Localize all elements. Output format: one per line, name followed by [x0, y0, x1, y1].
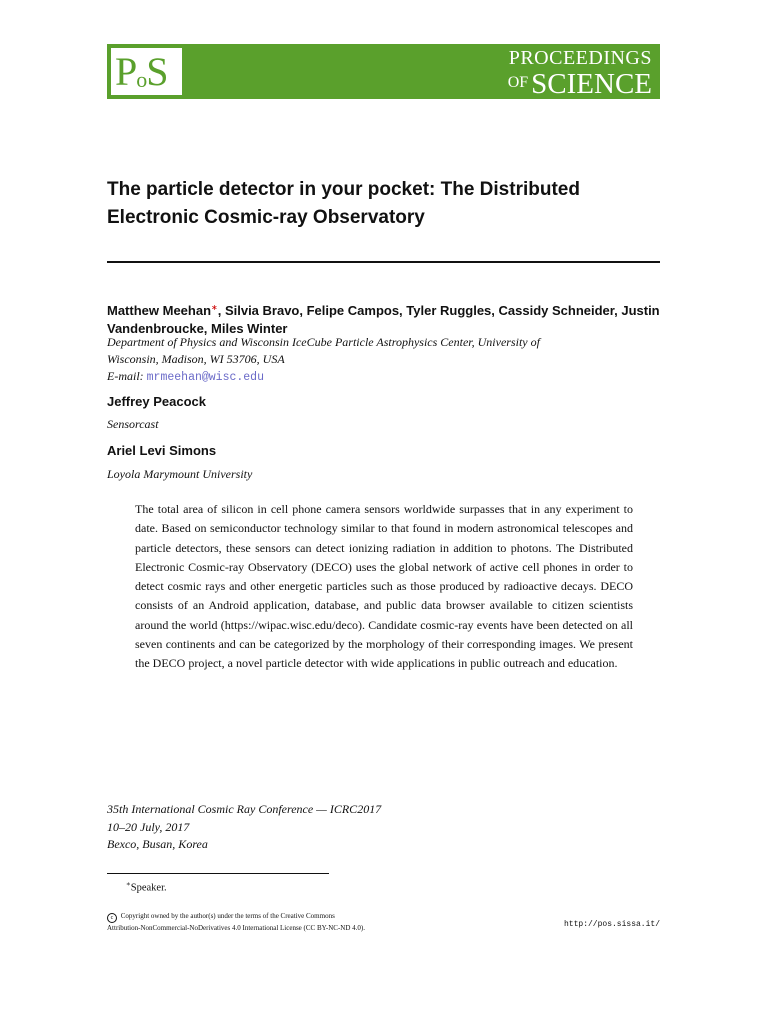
abstract: The total area of silicon in cell phone camera sensors worldwide surpasses that in any experiment to date. Based on semiconductor technology similar to that found in modern astronomical telescopes and particle detectors, these sensors can detect ionizing radiation in addition to photons. The Distributed Electronic Cosmic-ray Observatory (DECO) uses the global network of active cell phones in order to detect cosmic rays and other energetic particles such as those produced by radioactive decays. DECO consists of an Android application, database, and public data browser available to citizen scientists around the world (https://wipac.wisc.edu/deco). Candidate cosmic-ray events have been detected on all seven continents and can be categorized by the morphology of their corresponding images. We present the DECO project, a novel particle detector with wide applications in public outreach and education.	[135, 502, 633, 671]
affiliation-2: Sensorcast	[107, 417, 159, 431]
copyright-notice: c Copyright owned by the author(s) under the terms of the Creative Commons Attribution-NonCommercial-NoDerivatives 4.0 International License (CC BY-NC-ND 4.0).	[107, 912, 365, 932]
conference-info	[107, 801, 381, 854]
speaker-footnote-mark[interactable]: ∗	[211, 303, 218, 312]
pos-banner	[107, 44, 660, 99]
copyright-icon: c	[107, 913, 117, 923]
affiliation-3: Loyola Marymount University	[107, 467, 253, 481]
title-rule	[107, 261, 660, 263]
pos-url-link[interactable]: http://pos.sissa.it/	[563, 920, 660, 929]
footnote: ∗Speaker.	[126, 880, 167, 894]
wordmark-proceedings: PROCEEDINGS	[508, 47, 652, 69]
wordmark-science: $^{OF}$ SCIENCE	[507, 68, 652, 100]
author-simons: Ariel Levi Simons	[107, 443, 217, 458]
email-line: E-mail: mrmeehan@wisc.edu	[107, 369, 264, 384]
conference-name: 35th International Cosmic Ray Conference — ICRC2017	[107, 802, 382, 816]
conference-dates: 10–20 July, 2017	[107, 819, 190, 834]
affiliation-1: Department of Physics and Wisconsin IceCube Particle Astrophysics Center, University of Wisconsin, Madison, WI 53706, USA	[107, 335, 540, 366]
author-peacock: Jeffrey Peacock	[107, 394, 207, 409]
author-list: Matthew Meehan∗, Silvia Bravo, Felipe Campos, Tyler Ruggles, Cassidy Schneider, Justin Vandenbroucke, Miles Winter	[107, 303, 660, 336]
pos-logo	[111, 48, 182, 95]
pos-logo-text: PoS	[115, 49, 168, 94]
footnote-rule	[107, 873, 329, 874]
email-link[interactable]: mrmeehan@wisc.edu	[146, 371, 264, 384]
conference-location: Bexco, Busan, Korea	[107, 837, 208, 851]
paper-title: The particle detector in your pocket: The Distributed Electronic Cosmic-ray Observatory	[107, 179, 580, 228]
proceedings-of-science-wordmark	[508, 47, 652, 98]
